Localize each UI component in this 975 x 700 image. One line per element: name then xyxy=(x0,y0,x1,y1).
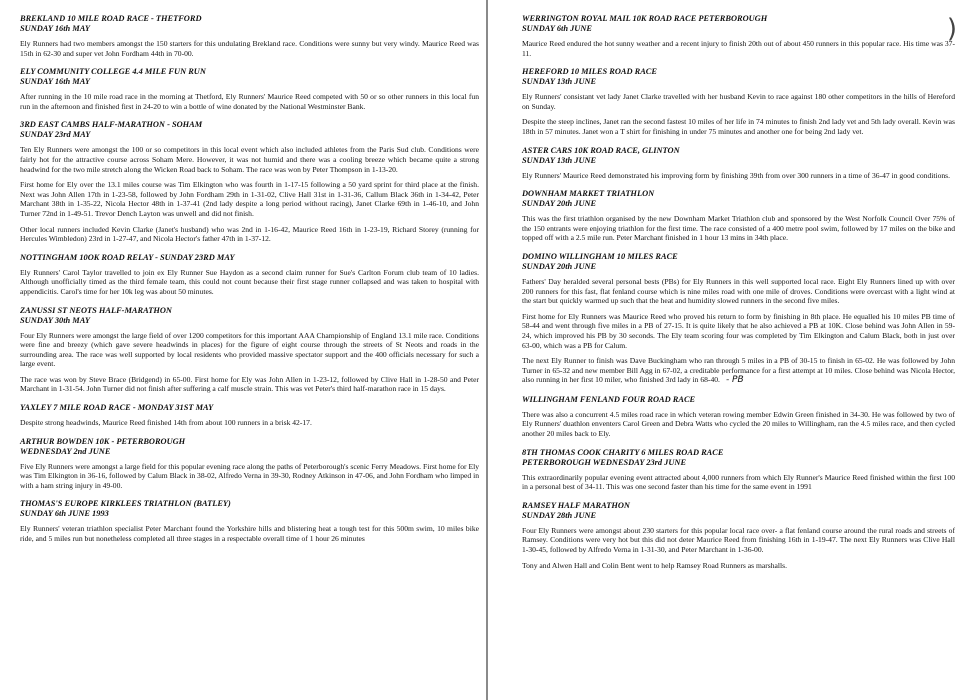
section-heading: BREKLAND 10 MILE ROAD RACE - THETFORD xyxy=(20,14,202,23)
section-heading: ASTER CARS 10K ROAD RACE, GLINTON xyxy=(522,145,680,155)
section-heading: ARTHUR BOWDEN 10K - PETERBOROUGH xyxy=(20,436,186,446)
section-yaxley-7-mile-road-race-monday-31st-may xyxy=(20,403,479,428)
page-curl-mark: ) xyxy=(946,14,957,44)
section-heading: 3RD EAST CAMBS HALF-MARATHON - SOHAM xyxy=(20,120,203,130)
section-date: SUNDAY 23rd MAY xyxy=(20,130,91,140)
section-date: SUNDAY 20th JUNE xyxy=(522,199,597,209)
section-paragraph: Other local runners included Kevin Clarke (Janet's husband) who was 2nd in 1-16-42, Maurice Reed 16th in 1-23-19, Richard Storey (running for Hercules Wimbledon) 23rd in 1-27-47, and Nicola Hector's father 47th in 1-37-12. xyxy=(20,224,479,244)
section-paragraph: Five Ely Runners were amongst a large field for this popular evening race along the paths of Peterborough's scenic Ferry Meadows. First home for Ely was Tim Elkington in 36-16, followed by Calum Black in 38-02, Alfredo Verna in 39-30, Rodney Atkinson in 47-06, and John Fordham who limped in with a ham string injury in 49-00. xyxy=(20,461,479,490)
section-hereford-10-miles-road-race xyxy=(522,67,955,136)
section-date: SUNDAY 30th MAY xyxy=(20,315,90,325)
section-heading: DOWNHAM MARKET TRIATHLON xyxy=(522,189,655,199)
section-werrington-royal-mail-10k-road-race-pete xyxy=(522,14,955,58)
section-date: WEDNESDAY 2nd JUNE xyxy=(20,446,111,456)
section-ely-community-college-4-4-mile-fun-run xyxy=(20,67,479,111)
section-heading: ELY COMMUNITY COLLEGE 4.4 MILE FUN RUN xyxy=(20,67,206,77)
section-downham-market-triathlon xyxy=(522,189,955,243)
section-paragraph: First home for Ely over the 13.1 miles course was Tim Elkington who was fourth in 1-17-15 following a 50 yard sprint for third place at the finish. Next was John Allen 17th in 1-23-58, followed by John Fordham 29th in 1-31-02, Clive Hall 31st in 1-31-36, Callum Black 36th in 1-34-42, Peter Marchant 38th in 1-35-22, Nicola Hector 48th in 1-37-41 (2nd lady despite a long period without racing), Janet Clarke 69th in 1-46-10, and John Turner 72nd in 1-49-51. Trevor Dench Layton was unwell and did not finish. xyxy=(20,180,479,218)
section-paragraph: Ely Runners' Maurice Reed demonstrated his improving form by finishing 39th from over 300 runners in a time of 36-47 in good conditions. xyxy=(522,170,951,180)
handwritten-pb-note: - PB xyxy=(725,375,744,386)
section-paragraph: Maurice Reed endured the hot sunny weather and a recent injury to finish 20th out of about 450 runners in this popular race. His time was 37-11. xyxy=(522,39,955,58)
section-paragraph: Four Ely Runners were amongst about 230 starters for this popular local race over- a flat fenland course around the rural roads and streets of Ramsey. Conditions were very hot but this did not deter Maurice Reed from finishing 16th in 1-19-47. The next Ely Runners was Clive Hall 1-30-45, followed by Alfredo Verna in 1-31-30, and Peter Marchant in 1-36-00. xyxy=(522,525,955,555)
section-heading: WERRINGTON ROYAL MAIL 10K ROAD RACE PETERBOROUGH xyxy=(522,14,768,23)
left-page xyxy=(0,0,487,700)
section-arthur-bowden-10k-peterborough xyxy=(20,437,479,491)
section-willingham-fenland-four-road-race xyxy=(522,395,955,439)
section-heading: RAMSEY HALF MARATHON xyxy=(522,500,630,510)
section-paragraph: Four Ely Runners were amongst the large field of over 1200 competitors for this important AAA Championship of England 13.1 mile race. Conditions were fine and breezy (which gave severe headwinds in places) for the figure of eight course through the streets of St Neots and roads in the surrounding area. The race was well supported by local residents who provided massive spectator support and the 400 officials necessary for such a large event. xyxy=(20,330,479,369)
section-thomas-s-europe-kirklees-triathlon-batle xyxy=(20,499,479,543)
section-paragraph: Despite the steep inclines, Janet ran the second fastest 10 miles of her life in 74 minutes to finish 2nd lady vet and 5th lady overall. Kevin was 18th in 57 minutes. Janet won a T shirt for finishing in under 75 minutes and another one for being 2nd lady vet. xyxy=(522,117,955,136)
section-heading: DOMINO WILLINGHAM 10 MILES RACE xyxy=(522,251,678,261)
section-date: SUNDAY 6th JUNE 1993 xyxy=(20,509,109,519)
section-paragraph: Ely Runners' veteran triathlon specialist Peter Marchant found the Yorkshire hills and blistering heat a tough test for this 500m swim, 10 miles bike ride, and 5 miles run but nonetheless completed all three stages in a respectable overall time of 1 hour 26 minutes xyxy=(20,524,479,544)
section-date: SUNDAY 16th MAY xyxy=(20,77,90,87)
section-date: PETERBOROUGH WEDNESDAY 23rd JUNE xyxy=(522,457,687,467)
section-heading: HEREFORD 10 MILES ROAD RACE xyxy=(522,67,657,77)
section-heading: 8TH THOMAS COOK CHARITY 6 MILES ROAD RACE xyxy=(522,447,724,457)
section-paragraph: Ely Runners had two members amongst the 150 starters for this undulating Brekland race. Conditions were sunny but very windy. Maurice Reed was 15th in 62-30 and super vet John Fordham 44th in 70-00. xyxy=(20,39,479,58)
section-paragraph: The race was won by Steve Brace (Bridgend) in 65-00. First home for Ely was John Allen in 1-23-12, followed by Clive Hall in 1-28-50 and Peter Marchant in 1-31-54. John Turner did not finish after suffering a calf muscle strain. This was vet Peter's third half-marathon race in 15 days. xyxy=(20,374,479,394)
section-paragraph: Tony and Alwen Hall and Colin Bent went to help Ramsey Road Runners as marshalls. xyxy=(522,560,787,570)
section-date: SUNDAY 28th JUNE xyxy=(522,510,597,520)
section-brekland-10-mile-road-race-thetford xyxy=(20,14,479,58)
section-paragraph: Ely Runners' consistant vet lady Janet Clarke travelled with her husband Kevin to race against 180 other competitors in the hills of Hereford on Sunday. xyxy=(522,92,955,111)
section-date: SUNDAY 6th JUNE xyxy=(522,24,592,33)
section-paragraph: First home for Ely Runners was Maurice Reed who proved his return to form by finishing in 8th place. He equalled his 10 miles PB time of 58-44 and went through five miles in a PB of 27-15. It is quite likely that he also achieved a PB at 10K. Close behind was John Allen in 59-24, which improved his PB by 30 seconds. The Ely team scoring four was completed by Tim Elkington and Calum Black, both in just over 63-00, which was a PB for Calum. xyxy=(522,311,955,350)
section-nottingham-10ok-road-relay-sunday-23rd-m xyxy=(20,253,479,297)
section-ramsey-half-marathon xyxy=(522,501,955,570)
section-date: SUNDAY 13th JUNE xyxy=(522,155,597,165)
right-page xyxy=(488,0,975,700)
section-paragraph: Fathers' Day heralded several personal bests (PBs) for Ely Runners in this well supported local race. Eight Ely Runners lined up with over 200 runners for this fast, flat fenland course which is nine miles road with one mile of droves. Conditions were overcast with a light wind at the start but quickly warmed up such that the heat and humidity slowed runners in the second five miles. xyxy=(522,276,955,306)
section-heading: THOMAS'S EUROPE KIRKLEES TRIATHLON (BATLEY) xyxy=(20,499,231,509)
section-paragraph: There was also a concurrent 4.5 miles road race in which veteran rowing member Edwin Green finished in 34-30. He was followed by two of Ely Runners' duathlon enventers Carol Green and Debra Watts who cycled the 20 miles to Willingham, ran the 4.5 miles race, and then cycled another 20 miles back to Ely. xyxy=(522,409,955,439)
section-domino-willingham-10-miles-race xyxy=(522,252,955,386)
section-zanussi-st-neots-half-marathon xyxy=(20,306,479,395)
section-8th-thomas-cook-charity-6-miles-road-rac xyxy=(522,448,955,492)
section-date: SUNDAY 20th JUNE xyxy=(522,261,597,271)
section-heading: WILLINGHAM FENLAND FOUR ROAD RACE xyxy=(522,394,696,404)
section-heading: ZANUSSI ST NEOTS HALF-MARATHON xyxy=(20,305,172,315)
section-heading: NOTTINGHAM 10OK ROAD RELAY - SUNDAY 23RD MAY xyxy=(20,252,235,262)
section-3rd-east-cambs-half-marathon-soham xyxy=(20,120,479,243)
section-paragraph: This extraordinarily popular evening event attracted about 4,000 runners from which Ely Runner's Maurice Reed finished within the first 100 in a personal best of 34-11. This was one second faster than his time for the same event in 1991 xyxy=(522,472,955,492)
section-date: SUNDAY 13th JUNE xyxy=(522,77,597,87)
section-paragraph: This was the first triathlon organised by the new Downham Market Triathlon club and sponsored by the West Norfolk Council Over 75% of the 150 entrants were enjoying triathlon for the first time. The race consisted of a 400 metre pool swim, followed by 17 miles on the bike and topped off with a 2.5 mile run. Peter Marchant finished in 1 hour 13 mins in 34th place. xyxy=(522,214,955,243)
section-paragraph: Despite strong headwinds, Maurice Reed finished 14th from about 100 runners in a brisk 42-17. xyxy=(20,418,312,428)
section-paragraph: The next Ely Runner to finish was Dave Buckingham who ran through 5 miles in a PB of 30-15 to finish in 65-02. He was followed by John Turner in 65-32 and new member Bill Agg in 67-02, a creditable performance for a first attempt at 10 miles. Close behind was Nicola Hector, also running in her first 10 miler, who finished 3rd lady in 68-40. - PB xyxy=(522,356,955,386)
section-paragraph: After running in the 10 mile road race in the morning at Thetford, Ely Runners' Maurice Reed competed with 50 or so other runners in this local fun run in the afternoon and finished first in 24-20 to win a bottle of wine donated by the National Westminster Bank. xyxy=(20,92,479,111)
section-paragraph: Ten Ely Runners were amongst the 100 or so competitors in this local event which also included athletes from the Paris Sud club. Conditions were fairly hot for the attractive course across Soham Mere. However, it was not humid and there was a cooling breeze which became quite a strong headwind for the two mile stretch along the Wicken Road back to Soham. The race was won by Peter Thompson in 1-13-20. xyxy=(20,145,479,174)
section-heading: YAXLEY 7 MILE ROAD RACE - MONDAY 31ST MAY xyxy=(20,403,214,413)
section-aster-cars-10k-road-race-glinton xyxy=(522,146,955,181)
section-date: SUNDAY 16th MAY xyxy=(20,24,90,33)
section-paragraph: Ely Runners' Carol Taylor travelled to join ex Ely Runner Sue Haydon as a second claim runner for Sue's Carlton Forum club team of 10 ladies. Although unofficially timed as the third female team, this could not count because their first stage runner collapsed and was taken to hospital with appendicitis. Carol's time for her 10k leg was about 50 minutes. xyxy=(20,267,479,296)
